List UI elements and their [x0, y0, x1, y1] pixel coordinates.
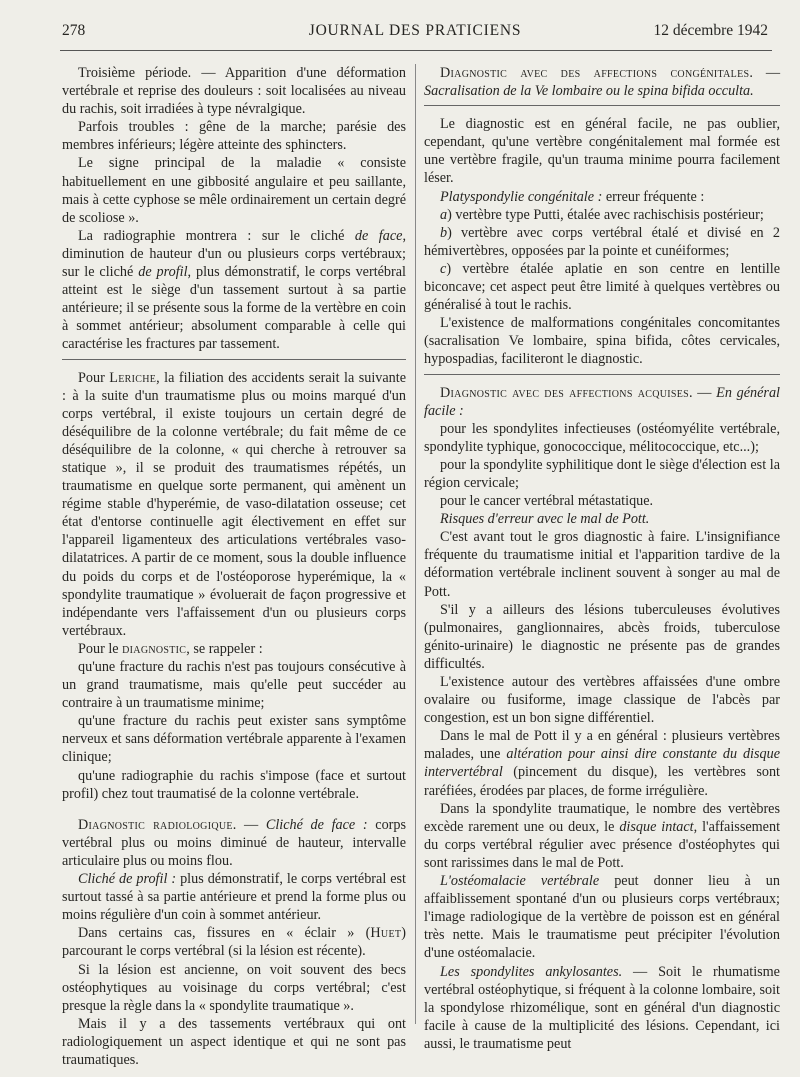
paragraph [424, 800, 780, 872]
text-run: La radiographie montrera : sur le cliché [78, 227, 355, 244]
text-run: — Soit le rhumatisme vertébral ostéophytique, si fréquent à la colonne lombaire, soit la spondylose rhizomélique, sont en général d'un diagnostic facile à cause de la multiplicité des lésions. Cependant, ici aussi, le traumatisme peut [424, 963, 780, 1052]
paragraph [424, 727, 780, 799]
text-run: . — [232, 816, 266, 833]
text-run: ) vertèbre type Putti, étalée avec rachischisis postérieur; [447, 206, 764, 223]
paragraph: L'existence autour des vertèbres affaissées d'une ombre ovalaire ou fusiforme, image classique de l'abcès par congestion, est un bon signe différentiel. [424, 674, 780, 727]
text-run: erreur fréquente : [602, 188, 705, 205]
text-run: Pour le [78, 640, 123, 657]
section-heading: Diagnostic radiologique [78, 816, 233, 833]
text-run: peut donner lieu à un affaiblissement spontané d'un ou plusieurs corps vertébraux; l'image radiologique de la vertèbre de poisson est en général très nette. Mais le traumatisme peut précipiter l'évolution d'une ostéomalacie. [424, 873, 780, 962]
paragraph: qu'une fracture du rachis n'est pas toujours consécutive à un grand traumatisme, mais qu'elle peut succéder au contraire à un traumatisme minime; [62, 659, 406, 712]
text-run: , se rappeler : [186, 640, 263, 657]
text-run: , la filiation des accidents serait la suivante : à la suite d'un traumatisme plus ou moins marqué d'un corps vertébral, il existe toujours un certain degré de déséquilibre de la colonne vertébrale; du fait même de ce déséquilibre de la colonne, « qui cherche à retrouver sa statique », il se produit des traumatismes répétés, un traumatisme en quelque sorte permanent, qui amènent un régime stable d'hyperémie, de vaso-dilatation osseuse; cet état d'entorse continuelle agit électivement en effet sur l'appareil ligamenteux des articulations vertébrales vaso-dilatatrices. A partir de ce moment, sous la double influence du poids du corps et de l'ostéoporose hyperémique, la « spondylite traumatique » évoluerait de façon progressive et indépendante vers l'affaissement d'un ou plusieurs corps vertébraux. [62, 369, 406, 639]
italic-run: Cliché de profil : [78, 871, 177, 888]
paragraph: Troisième période. — Apparition d'une déformation vertébrale et reprise des douleurs : soit localisées au niveau du rachis, soit irradiées à type névralgique. [62, 65, 406, 118]
paragraph: L'existence de malformations congénitales concomitantes (sacralisation Ve lombaire, spina bifida, côtes cervicales, hypospadias, faciliteront le diagnostic. [424, 315, 780, 368]
item-letter: c [440, 260, 447, 277]
section-paragraph [424, 384, 780, 420]
text-run: . — [689, 384, 717, 401]
author-name: Huet [370, 925, 402, 942]
column-divider [415, 64, 416, 1024]
section-paragraph [424, 64, 780, 100]
italic-run: Les spondylites ankylosantes. [440, 963, 623, 980]
paragraph [424, 963, 780, 1053]
paragraph [424, 872, 780, 962]
item-letter: b [440, 224, 448, 241]
paragraph: Mais il y a des tassements vertébraux qui ont radiologiquement un aspect identique et qui ne sont pas traumatiques. [62, 1015, 406, 1068]
header-rule [60, 50, 772, 51]
paragraph: S'il y a ailleurs des lésions tuberculeuses évolutives (pulmonaires, ganglionnaires, abcès froids, tuberculose génito-urinaire) le diagnostic ne présente pas de grandes difficultés. [424, 601, 780, 672]
paragraph: Le signe principal de la maladie « consiste habituellement en une gibbosité angulaire et peu saillante, mais à cette cyphose se mêle ordinairement un certain degré de scoliose ». [62, 155, 406, 226]
italic-run: En général facile : [424, 384, 780, 419]
paragraph [424, 510, 780, 528]
paragraph: Parfois troubles : gêne de la marche; parésie des membres inférieurs; légère atteinte des sphincters. [62, 119, 406, 154]
paragraph: pour les spondylites infectieuses (ostéomyélite vertébrale, spondylite typhique, gonococcique, mélitococcique, etc...); [424, 420, 780, 455]
left-column [62, 64, 406, 1069]
text-run: Dans certains cas, fissures en « éclair » ( [78, 925, 371, 942]
italic-run: L'ostéomalacie vertébrale [440, 873, 600, 890]
section-heading: Diagnostic avec des affections congénitales [440, 65, 750, 81]
right-column [424, 64, 780, 1053]
paragraph [62, 924, 406, 960]
paragraph [62, 870, 406, 924]
paragraph [62, 227, 406, 354]
running-header [62, 22, 768, 44]
list-item [424, 224, 780, 260]
text-run: , l'affaissement du corps vertébral régulier avec présence d'ostéophytes qui sont rarissimes dans le mal de Pott. [424, 818, 781, 871]
item-letter: a [440, 206, 448, 223]
paragraph [62, 369, 406, 640]
paragraph: pour le cancer vertébral métastatique. [440, 493, 654, 510]
text-run: , diminution de hauteur d'un ou plusieurs corps vertébraux; sur le cliché [62, 227, 406, 281]
paragraph [424, 188, 780, 206]
text-run: . — [749, 65, 780, 81]
text-run: corps vertébral plus ou moins diminué de hauteur, intervalle articulaire plus ou moins flou. [62, 816, 407, 869]
paragraph: pour la spondylite syphilitique dont le siège d'élection est la région cervicale; [424, 456, 780, 491]
paragraph: qu'une radiographie du rachis s'impose (face et surtout profil) chez tout traumatisé de la colonne vertébrale. [62, 767, 406, 802]
list-item [424, 260, 780, 314]
paragraph-separator [424, 105, 780, 106]
page-number: 278 [62, 22, 86, 39]
paragraph-separator [424, 374, 780, 375]
paragraph [62, 640, 406, 658]
italic-run: altération pour ainsi dire constante du disque intervertébral [424, 746, 780, 781]
text-run: , plus démonstratif, le corps vertébral atteint est le siège d'un tassement surtout à sa partie antérieure; il se présente sous la forme de la vertèbre en coin à sommet antérieur; absolument comparable à celle qui caractérise les fractures par tassement. [62, 264, 406, 353]
section-heading: Diagnostic avec des affections acquises [440, 384, 689, 401]
paragraph-separator [62, 359, 406, 360]
list-item [424, 206, 780, 224]
text-run: ) vertèbre étalée aplatie en son centre en lentille biconcave; cet aspect peut être limité à quelques vertèbres ou généralisé à tout le rachis. [424, 260, 780, 314]
paragraph: qu'une fracture du rachis peut exister sans symptôme nerveux et sans déformation vertébrale apparente à l'examen clinique; [62, 713, 406, 766]
italic-run: Platyspondylie congénitale : [440, 188, 603, 205]
journal-title: JOURNAL DES PRATICIENS [308, 22, 522, 39]
italic-run: Cliché de face : [265, 816, 368, 833]
small-caps-run: diagnostic [122, 640, 187, 657]
italic-run: disque intact [619, 818, 694, 835]
text-run: Dans le mal de Pott il y a en général : plusieurs vertèbres malades, une [424, 728, 780, 763]
issue-date: 12 décembre 1942 [653, 22, 768, 39]
italic-run: de profil [138, 264, 188, 281]
text-run: (pincement du disque), les vertèbres sont raréfiées, érodées par places, de forme irrégulière. [424, 764, 780, 799]
text-run: ) vertèbre avec corps vertébral étalé et divisé en 2 hémivertèbres, opposées par la pointe et cunéiformes; [424, 224, 780, 259]
paragraph: C'est avant tout le gros diagnostic à faire. L'insignifiance fréquente du traumatisme initial et l'apparition tardive de la déformation vertébrale inclinent souvent à songer au mal de Pott. [424, 529, 780, 600]
text-run: Dans la spondylite traumatique, le nombre des vertèbres excède rarement une ou deux, le [424, 800, 780, 835]
author-name: Leriche [109, 369, 157, 386]
paragraph: Si la lésion est ancienne, on voit souvent des becs ostéophytiques au voisinage du corps vertébral; c'est presque la règle dans la « spondylite traumatique ». [62, 961, 406, 1014]
text-run: Pour [78, 369, 110, 386]
text-run: plus démonstratif, le corps vertébral est surtout tassé à sa partie antérieure et prend la forme plus ou moins régulière d'un coin à sommet antérieur. [62, 871, 406, 924]
italic-run: Risques d'erreur avec le mal de Pott. [440, 511, 650, 528]
italic-run: de face [354, 227, 403, 244]
paragraph: Le diagnostic est en général facile, ne pas oublier, cependant, qu'une vertèbre congénitalement mal formée est une vertèbre fragile, qu'un trauma minime pourra facilement léser. [424, 116, 780, 187]
text-run: ) parcourant le corps vertébral (si la lésion est récente). [62, 925, 406, 960]
section-paragraph [62, 816, 406, 870]
italic-run: Sacralisation de la Ve lombaire ou le spina bifida occulta. [424, 83, 754, 100]
